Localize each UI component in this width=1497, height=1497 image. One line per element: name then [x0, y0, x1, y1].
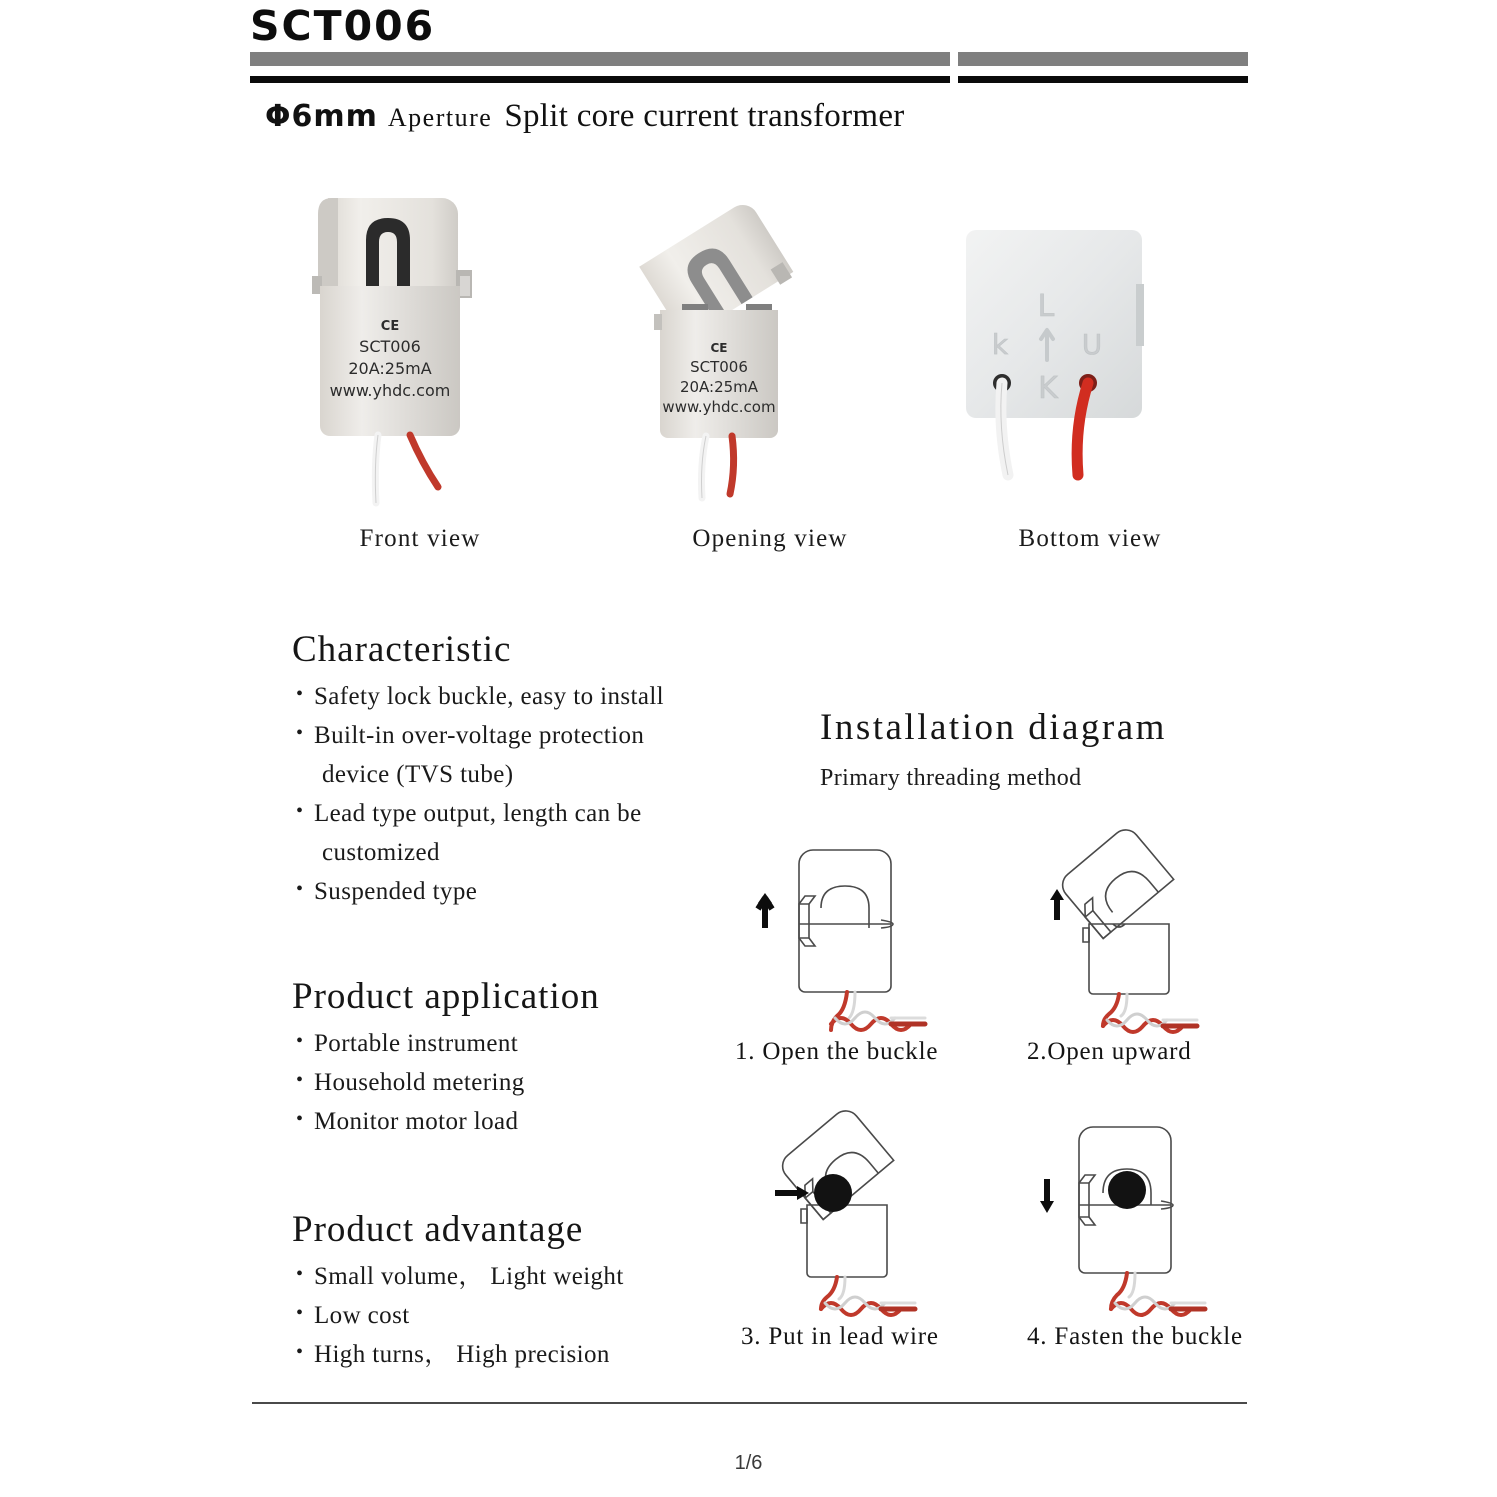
view-caption-bottom: Bottom view [1018, 525, 1162, 552]
application-list [292, 1024, 722, 1141]
svg-text:20A:25mA: 20A:25mA [348, 359, 432, 378]
section-characteristic [292, 628, 722, 911]
characteristic-heading: Characteristic [292, 629, 512, 670]
svg-text:CE: CE [380, 319, 400, 334]
application-heading: Product application [292, 976, 600, 1017]
svg-text:SCT006: SCT006 [359, 337, 421, 356]
svg-text:CE: CE [710, 341, 728, 355]
installation-heading: Installation diagram [820, 707, 1167, 748]
page-number: 1/6 [734, 1452, 763, 1474]
list-item: • Built-in over-voltage protection [292, 716, 722, 755]
step-4-diagram [1015, 1105, 1265, 1320]
step-1-label: 1. Open the buckle [735, 1038, 939, 1065]
subtitle-aperture-word: Aperture [387, 103, 493, 132]
header-black-bar-left [250, 76, 950, 83]
product-views [250, 180, 1250, 580]
step-3-diagram [735, 1105, 985, 1320]
front-view-image [270, 180, 570, 510]
svg-text:20A:25mA: 20A:25mA [679, 378, 759, 396]
view-caption-front: Front view [359, 525, 481, 552]
installation-steps [735, 820, 1255, 1380]
characteristic-list [292, 677, 722, 911]
view-caption-opening: Opening view [692, 525, 848, 552]
list-item: • High turns， High precision [292, 1335, 722, 1374]
view-opening [620, 180, 920, 580]
svg-text:K: K [1038, 371, 1058, 406]
header-black-bar-right [958, 76, 1248, 83]
installation-step-1 [735, 820, 985, 1090]
bottom-view-image [940, 180, 1240, 510]
section-product-advantage [292, 1208, 722, 1374]
header-gray-bar-left [250, 52, 950, 66]
list-item: • Suspended type [292, 872, 722, 911]
list-item: • Lead type output, length can be [292, 794, 722, 833]
page-subtitle [265, 98, 905, 135]
svg-text:U: U [1081, 328, 1103, 361]
step-1-diagram [735, 820, 985, 1035]
list-item: • Household metering [292, 1063, 722, 1102]
footer-divider [252, 1402, 1247, 1404]
section-installation [820, 706, 1240, 792]
header-gray-bar-right [958, 52, 1248, 66]
section-product-application [292, 975, 722, 1141]
svg-text:www.yhdc.com: www.yhdc.com [329, 381, 451, 400]
installation-step-4 [1015, 1105, 1265, 1375]
list-item: • Small volume， Light weight [292, 1257, 722, 1296]
page-title: SCT006 [250, 2, 436, 50]
view-bottom [940, 180, 1240, 580]
list-item: customized [322, 839, 440, 866]
view-front [270, 180, 570, 580]
list-item: • Low cost [292, 1296, 722, 1335]
step-2-diagram [1015, 820, 1265, 1035]
page-header [250, 0, 1248, 86]
step-3-label: 3. Put in lead wire [741, 1323, 939, 1350]
list-item: device (TVS tube) [322, 761, 514, 788]
installation-step-3 [735, 1105, 985, 1375]
svg-text:SCT006: SCT006 [690, 358, 748, 376]
svg-text:www.yhdc.com: www.yhdc.com [662, 398, 776, 416]
advantage-heading: Product advantage [292, 1209, 584, 1250]
opening-view-image [620, 180, 920, 510]
list-item: • Monitor motor load [292, 1102, 722, 1141]
subtitle-dimension: Φ6mm [265, 99, 378, 134]
list-item: • Safety lock buckle, easy to install [292, 677, 722, 716]
svg-text:L: L [1037, 289, 1055, 324]
list-item: • Portable instrument [292, 1024, 722, 1063]
advantage-list [292, 1257, 722, 1374]
step-4-label: 4. Fasten the buckle [1027, 1323, 1243, 1350]
installation-step-2 [1015, 820, 1265, 1090]
svg-text:k: k [991, 328, 1009, 361]
header-rules [250, 52, 1248, 86]
subtitle-main: Split core current transformer [504, 98, 905, 134]
step-2-label: 2.Open upward [1027, 1038, 1192, 1065]
installation-subheading: Primary threading method [820, 765, 1082, 791]
